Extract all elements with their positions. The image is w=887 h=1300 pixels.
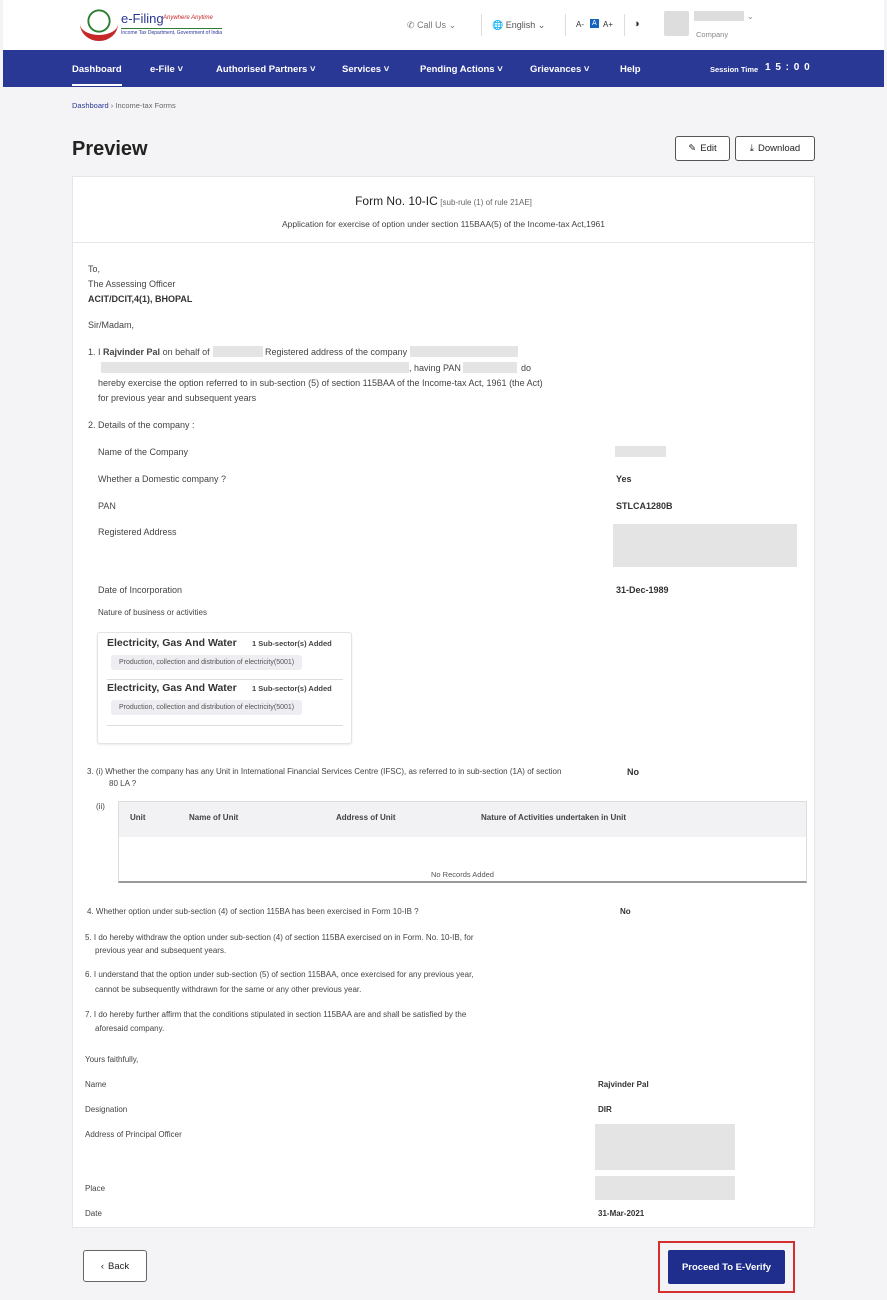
nav-pending-actions[interactable]: Pending Actions ˅	[420, 64, 503, 75]
chevron-left-icon: ‹	[100, 1260, 105, 1272]
t: hereby exercise the option referred to in sub-section (5) of section 115BAA of the Income-tax Act, 1961 (the Act)	[98, 378, 543, 388]
user-name-redacted[interactable]	[694, 11, 744, 21]
officer-text: The Assessing Officer	[88, 279, 176, 289]
detail-label: Whether a Domestic company ?	[98, 474, 227, 484]
table-empty-message: No Records Added	[431, 870, 494, 879]
business-sector: Electricity, Gas And Water	[107, 682, 237, 694]
business-subcount: 1 Sub-sector(s) Added	[252, 684, 332, 693]
signatory-name-value: Rajvinder Pal	[598, 1080, 649, 1089]
nav-label: Authorised Partners	[216, 64, 308, 75]
detail-label: Name of the Company	[98, 447, 189, 457]
company-name-redacted	[213, 346, 263, 357]
nav-help[interactable]: Help	[620, 64, 641, 75]
avatar[interactable]	[664, 11, 689, 36]
logo-tagline: Anywhere Anytime	[163, 15, 213, 21]
table-header-nature: Nature of Activities undertaken in Unit	[481, 813, 627, 822]
table-header-unit: Unit	[130, 813, 146, 822]
font-decrease-button[interactable]: A-	[576, 20, 584, 29]
top-header	[3, 0, 884, 50]
incorporation-date-value: 31-Dec-1989	[616, 585, 669, 595]
question-5-cont: previous year and subsequent years.	[95, 946, 227, 955]
detail-label: Registered Address	[98, 527, 177, 537]
para-1-line1	[88, 347, 210, 357]
designation-value: DIR	[598, 1105, 612, 1114]
address-redacted-2	[101, 362, 409, 373]
salutation: Sir/Madam,	[88, 320, 135, 330]
session-label: Session Time	[710, 65, 759, 74]
back-label: Back	[108, 1260, 130, 1272]
sub-sector-chip: Production, collection and distribution of electricity(5001)	[111, 655, 302, 670]
nav-label: Grievances	[530, 64, 582, 75]
font-increase-button[interactable]: A+	[603, 20, 614, 29]
font-normal-button[interactable]: A	[592, 20, 597, 27]
t: Registered address of the company	[265, 347, 408, 357]
table-header-name: Name of Unit	[189, 813, 239, 822]
download-button[interactable]	[735, 136, 815, 161]
question-3-cont: 80 LA ?	[109, 779, 137, 788]
nav-label: e-File	[150, 64, 175, 75]
form-subtitle: Application for exercise of option under section 115BAA(5) of the Income-tax Act,1961	[281, 219, 606, 229]
pencil-icon: ✎	[688, 143, 697, 154]
question-3-ii: (ii)	[96, 802, 105, 811]
download-icon: ⤓	[749, 143, 754, 154]
pan-redacted	[463, 362, 517, 373]
edit-label: Edit	[700, 143, 717, 154]
registered-address-redacted	[613, 524, 797, 567]
download-label: Download	[757, 143, 801, 154]
question-7: 7. I do hereby further affirm that the conditions stipulated in section 115BAA are and shall be satisfied by the	[85, 1010, 467, 1019]
nav-services[interactable]: Services ˅	[342, 64, 390, 75]
form-title: Form No. 10-IC	[355, 194, 438, 208]
t: , having PAN	[409, 363, 461, 373]
logo-title: e-Filing	[121, 11, 164, 26]
nav-grievances[interactable]: Grievances ˅	[530, 64, 590, 75]
session-time: 1 5 : 0 0	[765, 62, 811, 73]
signatory-label: Name	[85, 1080, 107, 1089]
nav-efile[interactable]: e-File ˅	[150, 64, 183, 75]
back-button[interactable]	[83, 1250, 147, 1282]
question-4: 4. Whether option under sub-section (4) of section 115BA has been exercised in Form 10-IB ?	[87, 907, 419, 916]
t: for previous year and subsequent years	[98, 393, 257, 403]
section-2-heading: 2. Details of the company :	[88, 420, 195, 430]
place-redacted	[595, 1176, 735, 1200]
t: on behalf of	[162, 347, 210, 357]
detail-label: PAN	[98, 501, 116, 511]
question-6: 6. I understand that the option under sub-section (5) of section 115BAA, once exercised for any previous year,	[85, 970, 474, 979]
business-subcount: 1 Sub-sector(s) Added	[252, 639, 332, 648]
ifsc-units-table	[118, 801, 807, 883]
logo-subtitle: Income Tax Department, Government of India	[121, 30, 223, 36]
closing-text: Yours faithfully,	[85, 1055, 139, 1064]
breadcrumb-home[interactable]: Dashboard	[72, 101, 109, 110]
page-title: Preview	[72, 138, 148, 160]
language-label: English	[505, 20, 536, 30]
date-value: 31-Mar-2021	[598, 1209, 645, 1218]
breadcrumb-current: Income-tax Forms	[115, 101, 176, 110]
domestic-company-value: Yes	[616, 474, 632, 484]
question-3: 3. (i) Whether the company has any Unit in International Financial Services Centre (IFSC), as referred to in sub-section (1A) of section	[87, 767, 562, 776]
question-5: 5. I do hereby withdraw the option under sub-section (4) of section 115BA exercised on in Form. No. 10-IB, for	[85, 933, 474, 942]
declarant-name: Rajvinder Pal	[103, 347, 161, 357]
call-us-label: Call Us	[417, 20, 447, 30]
call-us-dropdown[interactable]: ✆ Call Us ⌄	[407, 20, 457, 30]
main-nav	[3, 50, 884, 87]
contrast-icon[interactable]: ◑	[633, 18, 640, 30]
nav-dashboard[interactable]: Dashboard	[72, 64, 122, 86]
nature-label: Nature of business or activities	[98, 608, 207, 617]
nav-label: Services	[342, 64, 382, 75]
to-text: To,	[88, 264, 101, 274]
signatory-label: Designation	[85, 1105, 128, 1114]
language-dropdown[interactable]: 🌐 English ⌄	[492, 20, 546, 30]
signatory-label: Address of Principal Officer	[85, 1130, 182, 1139]
pan-value: STLCA1280B	[616, 501, 673, 511]
signatory-label: Place	[85, 1184, 106, 1193]
proceed-to-everify-button[interactable]: Proceed To E-Verify	[668, 1250, 785, 1284]
address-redacted	[410, 346, 518, 357]
edit-button[interactable]	[675, 136, 730, 161]
user-menu-chevron-icon[interactable]: ⌄	[747, 12, 754, 21]
form-rule: [sub-rule (1) of rule 21AE]	[440, 198, 532, 207]
ao-text: ACIT/DCIT,4(1), BHOPAL	[88, 294, 193, 304]
nav-authorised-partners[interactable]: Authorised Partners ˅	[216, 64, 316, 75]
emblem-logo-icon	[80, 7, 118, 41]
business-sector: Electricity, Gas And Water	[107, 637, 237, 649]
t: 1. I	[88, 347, 101, 357]
table-header-address: Address of Unit	[336, 813, 396, 822]
principal-address-redacted	[595, 1124, 735, 1170]
nav-label: Pending Actions	[420, 64, 495, 75]
breadcrumb: Dashboard › Income-tax Forms	[72, 101, 176, 110]
signatory-label: Date	[85, 1209, 102, 1218]
sub-sector-chip: Production, collection and distribution of electricity(5001)	[111, 700, 302, 715]
company-name-value-redacted	[615, 446, 666, 457]
question-7-cont: aforesaid company.	[95, 1024, 165, 1033]
user-role: Company	[696, 30, 729, 39]
question-4-answer: No	[620, 907, 631, 916]
t: do	[521, 363, 532, 373]
globe-icon: 🌐	[492, 20, 504, 30]
detail-label: Date of Incorporation	[98, 585, 183, 595]
question-6-cont: cannot be subsequently withdrawn for the same or any other previous year.	[95, 985, 362, 994]
question-3-answer: No	[627, 767, 639, 777]
